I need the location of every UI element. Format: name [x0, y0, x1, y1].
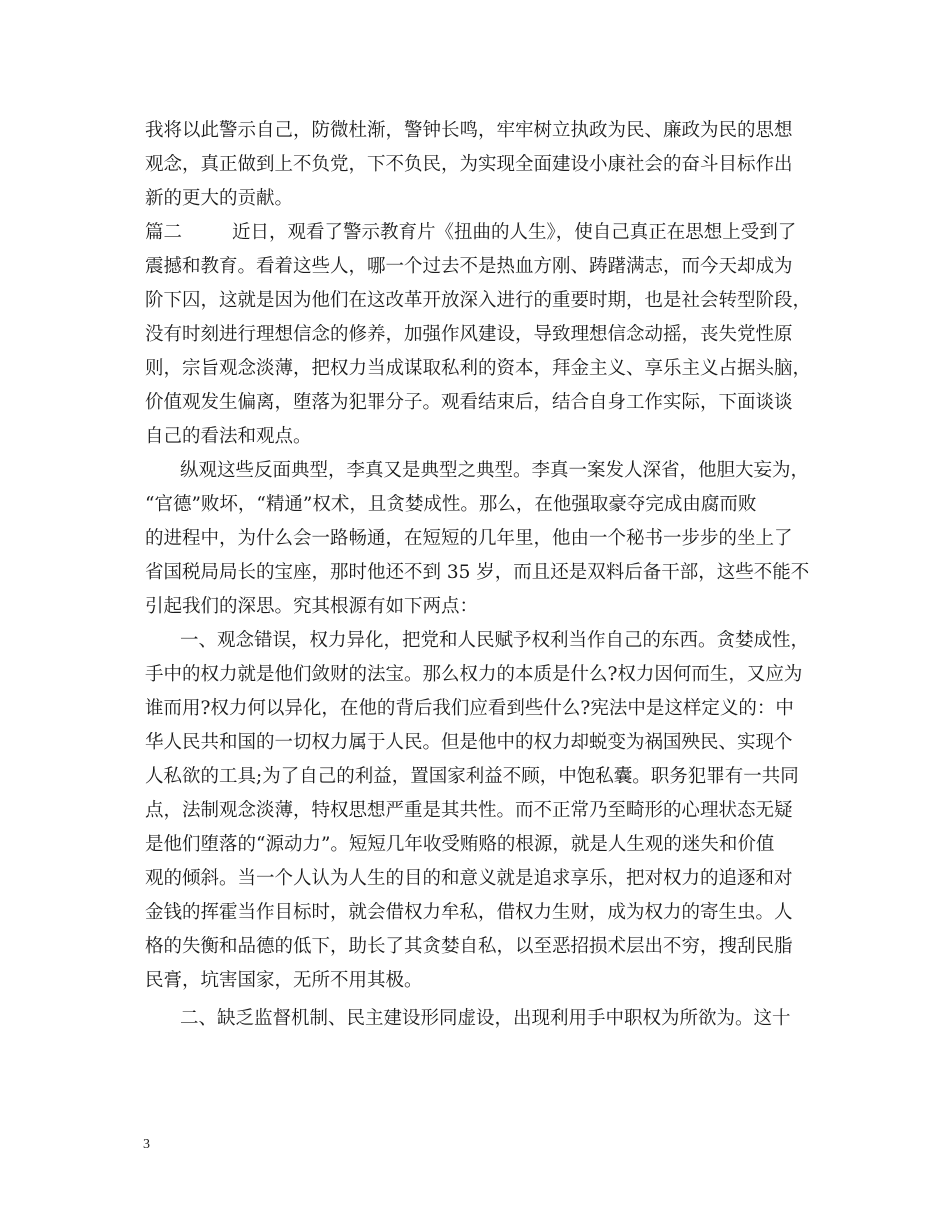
body-line: 人私欲的工具;为了自己的利益，置国家利益不顾，中饱私囊。职务犯罪有一共同 [145, 766, 799, 787]
body-line: 格的失衡和品德的低下，助长了其贪婪自私，以至恶招损术层出不穷，搜刮民脂 [145, 936, 793, 957]
body-line: 省国税局局长的宝座，那时他还不到 35 岁，而且还是双料后备干部，这些不能不 [145, 562, 810, 583]
body-line: 自己的看法和观点。 [145, 426, 312, 447]
body-line: 引起我们的深思。究其根源有如下两点： [145, 596, 479, 617]
body-line: 金钱的挥霍当作目标时，就会借权力牟私，借权力生财，成为权力的寄生虫。人 [145, 902, 793, 923]
body-line: 点，法制观念淡薄，特权思想严重是其共性。而不正常乃至畸形的心理状态无疑 [145, 800, 793, 821]
paragraph-first-line: 一、观念错误，权力异化，把党和人民赋予权利当作自己的东西。贪婪成性， [180, 630, 810, 651]
body-line: 没有时刻进行理想信念的修养，加强作风建设，导致理想信念动摇，丧失党性原 [145, 324, 793, 345]
body-line: 华人民共和国的一切权力属于人民。但是他中的权力却蜕变为祸国殃民、实现个 [145, 732, 793, 753]
page-number: 3 [143, 1137, 150, 1152]
body-line: 手中的权力就是他们敛财的法宝。那么权力的本质是什么?权力因何而生，又应为 [145, 664, 803, 685]
body-line: 我将以此警示自己，防微杜渐，警钟长鸣，牢牢树立执政为民、廉政为民的思想 [145, 120, 793, 141]
body-line: 新的更大的贡献。 [145, 188, 294, 209]
body-line: 民膏，坑害国家，无所不用其极。 [145, 970, 423, 991]
paragraph-first-line: 二、缺乏监督机制、民主建设形同虚设，出现利用手中职权为所欲为。这十 [180, 1008, 791, 1029]
body-line: 价值观发生偏离，堕落为犯罪分子。观看结束后，结合自身工作实际，下面谈谈 [145, 392, 793, 413]
body-line: 观的倾斜。当一个人认为人生的目的和意义就是追求享乐，把对权力的追逐和对 [145, 868, 793, 889]
body-line: “官德”败坏，“精通”权术，且贪婪成性。那么，在他强取豪夺完成由腐而败 [145, 494, 757, 515]
body-line: 观念，真正做到上不负党，下不负民，为实现全面建设小康社会的奋斗目标作出 [145, 154, 793, 175]
body-line: 近日，观看了警示教育片《扭曲的人生》，使自己真正在思想上受到了 [232, 222, 797, 243]
body-line: 震撼和教育。看着这些人，哪一个过去不是热血方刚、踌躇满志，而今天却成为 [145, 256, 793, 277]
body-line: 是他们堕落的“源动力”。短短几年收受贿赂的根源，就是人生观的迷失和价值 [145, 834, 775, 855]
body-line: 的进程中，为什么会一路畅通，在短短的几年里，他由一个秘书一步步的坐上了 [145, 528, 793, 549]
body-line: 谁而用?权力何以异化，在他的背后我们应看到些什么?宪法中是这样定义的：中 [145, 698, 794, 719]
body-line: 则，宗旨观念淡薄，把权力当成谋取私利的资本，拜金主义、享乐主义占据头脑， [145, 358, 812, 379]
section-label: 篇二 [145, 222, 183, 243]
body-line: 阶下囚，这就是因为他们在这改革开放深入进行的重要时期，也是社会转型阶段， [145, 290, 812, 311]
paragraph-first-line: 纵观这些反面典型，李真又是典型之典型。李真一案发人深省，他胆大妄为， [180, 460, 810, 481]
